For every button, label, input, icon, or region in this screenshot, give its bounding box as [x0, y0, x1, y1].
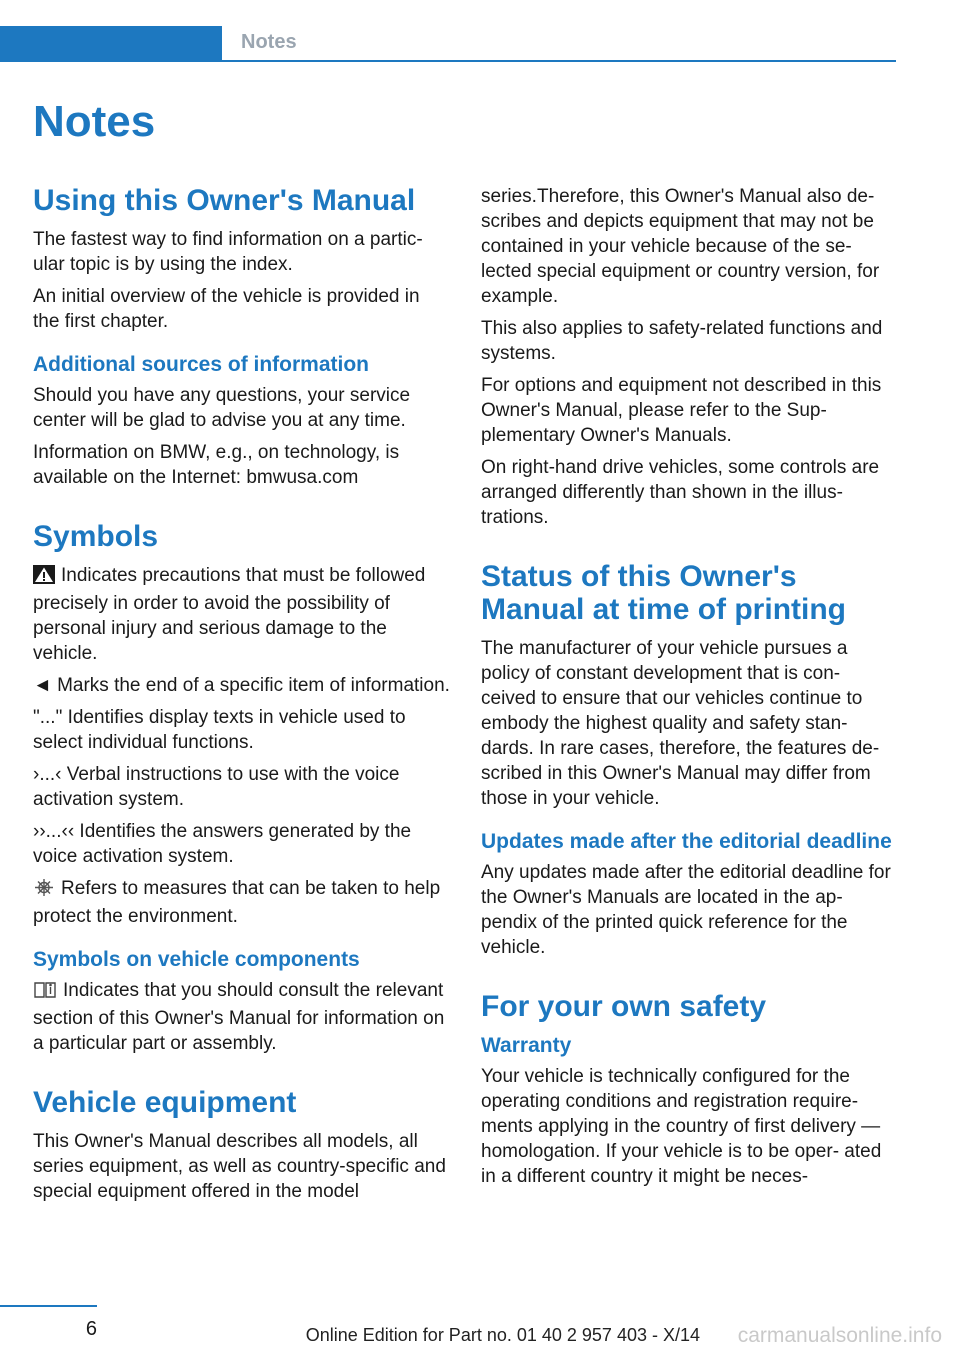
heading-symbols-components: Symbols on vehicle components [33, 948, 360, 971]
header-accent-bar [0, 26, 222, 62]
paragraph: ››...‹‹ Identifies the answers generated by the voice activation system. [33, 821, 412, 867]
left-column [33, 184, 451, 1211]
symbol-warning-paragraph: Indicates precautions that must be followed precisely in order to avoid the possibility of personal injury and serious damage to the vehicle. [33, 565, 426, 664]
manual-book-icon [33, 980, 57, 1006]
watermark: carmanualsonline.info [737, 1324, 942, 1347]
warning-triangle-icon [33, 565, 55, 591]
header-section-label: Notes [241, 31, 297, 53]
symbol-environment-paragraph: Refers to measures that can be taken to help protect the environment. [33, 878, 441, 927]
environment-icon [33, 878, 55, 904]
paragraph: series.Therefore, this Owner's Manual also de‐ scribes and depicts equipment that may not be contained in your vehicle because of the se‐ lected special equipment or country version, for example. [481, 186, 880, 307]
heading-using-manual: Using this Owner's Manual [33, 184, 416, 217]
paragraph: An initial overview of the vehicle is provided in the first chapter. [33, 286, 420, 332]
paragraph: Your vehicle is technically configured for the operating conditions and registration require‐ ments applying in the country of first delivery — homologation. If your vehicle is to be oper‐ ated in a different country it might be neces‐ [481, 1066, 882, 1187]
header-rule [222, 60, 896, 62]
paragraph: This also applies to safety-related functions and systems. [481, 318, 883, 364]
paragraph: ›...‹ Verbal instructions to use with the voice activation system. [33, 764, 400, 810]
paragraph: For options and equipment not described in this Owner's Manual, please refer to the Sup‐ plementary Owner's Manuals. [481, 375, 882, 446]
footer-rule [0, 1305, 97, 1307]
paragraph: Should you have any questions, your service center will be glad to advise you at any time. [33, 385, 411, 431]
heading-status-manual: Status of this Owner's Manual at time of printing [481, 560, 846, 626]
heading-additional-sources: Additional sources of information [33, 353, 370, 376]
paragraph: ◄ Marks the end of a specific item of information. [33, 675, 450, 696]
page-number: 6 [85, 1318, 97, 1340]
heading-symbols: Symbols [33, 520, 159, 553]
paragraph: On right-hand drive vehicles, some controls are arranged differently than shown in the illus‐ trations. [481, 457, 880, 528]
heading-own-safety: For your own safety [481, 990, 767, 1023]
paragraph: "..." Identifies display texts in vehicle used to select individual functions. [33, 707, 406, 753]
footer-edition: Online Edition for Part no. 01 40 2 957 403 - X/14 [305, 1325, 700, 1345]
paragraph: Information on BMW, e.g., on technology, is available on the Internet: bmwusa.com [33, 442, 400, 488]
page-title: Notes [33, 97, 156, 146]
paragraph: The fastest way to find information on a partic‐ ular topic is by using the index. [33, 229, 423, 275]
right-column [481, 184, 899, 1196]
heading-updates: Updates made after the editorial deadline [481, 830, 892, 853]
paragraph: This Owner's Manual describes all models, all series equipment, as well as country-specific and special equipment offered in the model [33, 1131, 446, 1202]
symbol-manual-paragraph: Indicates that you should consult the relevant section of this Owner's Manual for information on a particular part or assembly. [33, 980, 445, 1054]
paragraph: The manufacturer of your vehicle pursues a policy of constant development that is con‐ ceived to ensure that our vehicles continue to embody the highest quality and safety stan‐ dards. In rare cases, therefore, the features de‐ scribed in this Owner's Manual may differ from those in your vehicle. [481, 638, 880, 809]
heading-warranty: Warranty [481, 1034, 572, 1057]
paragraph: Any updates made after the editorial deadline for the Owner's Manuals are located in the ap‐ pendix of the printed quick reference for the vehicle. [481, 862, 891, 958]
heading-vehicle-equipment: Vehicle equipment [33, 1086, 297, 1119]
